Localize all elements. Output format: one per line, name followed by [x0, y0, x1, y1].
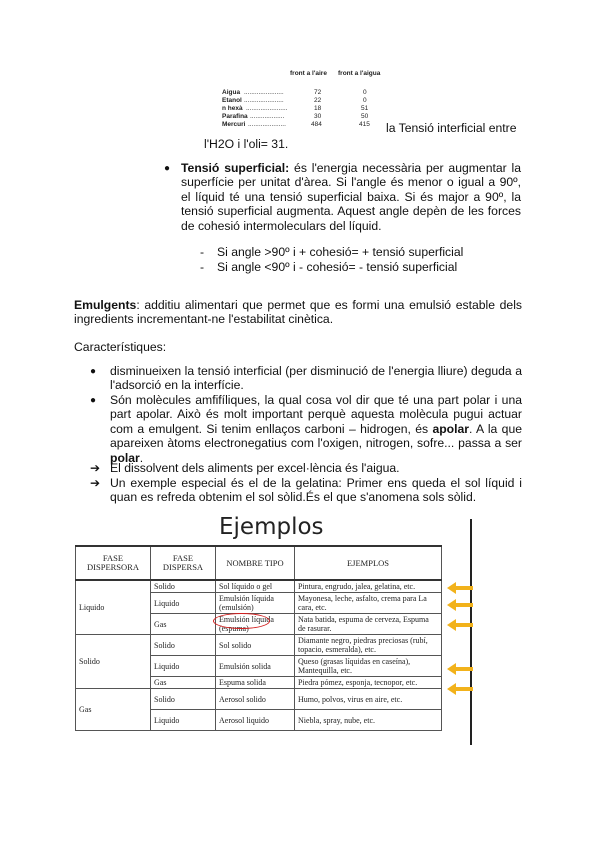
sub-item-high-angle: Si angle >90º i + cohesió= + tensió superficial [217, 245, 464, 259]
row-dots: ...................... [244, 89, 284, 96]
row-value-water: 51 [361, 105, 369, 112]
cell-nombre: Espuma solida [216, 677, 295, 689]
orange-arrow-icon [447, 582, 473, 594]
row-value-air: 72 [314, 89, 322, 96]
cell-ejemplos: Niebla, spray, nube, etc. [295, 710, 442, 731]
sub-item-dash: - [200, 245, 205, 259]
group-dispersora: Gas [76, 689, 151, 731]
group-dispersora: Liquido [76, 580, 151, 635]
header-nombre-tipo: NOMBRE TIPO [216, 546, 295, 580]
vertical-divider [470, 519, 472, 745]
bullet2-bold-polar: polar [110, 450, 140, 465]
cell-dispersa: Solido [151, 635, 216, 656]
emulgents-term: Emulgents [74, 298, 137, 312]
cell-dispersa: Gas [151, 614, 216, 635]
cell-dispersa: Liquido [151, 710, 216, 731]
row-name: Parafina [222, 113, 248, 120]
ejemplos-title: Ejemplos [219, 514, 324, 540]
header-fase-dispersa: FASE DISPERSA [151, 546, 216, 580]
cell-ejemplos: Diamante negro, piedras preciosas (rubí, topacio, esmeralda), etc. [295, 635, 442, 656]
cell-nombre: Emulsión líquida (emulsión) [216, 593, 295, 614]
row-name: n hexà [222, 105, 243, 112]
cell-nombre: Emulsión líquida (espuma) [216, 614, 295, 635]
bullet-dot: ● [90, 366, 97, 377]
row-dots: ....................... [246, 105, 288, 112]
row-value-water: 415 [359, 121, 370, 128]
row-value-water: 0 [363, 97, 367, 104]
row-value-water: 50 [361, 113, 369, 120]
characteristic-bullet-1: disminueixen la tensió interficial (per disminució de l'energia lliure) deguda a l'adsorció en la interfície. [110, 364, 522, 393]
cell-ejemplos: Mayonesa, leche, asfalto, crema para La cara, etc. [295, 593, 442, 614]
row-name: Mercuri [222, 121, 246, 128]
cell-nombre: Aerosol liquido [216, 710, 295, 731]
bullet2-text-c: . [139, 450, 144, 465]
cell-dispersa: Solido [151, 580, 216, 593]
cell-nombre: Emulsión solida [216, 656, 295, 677]
arrow-icon: ➔ [90, 461, 101, 475]
header-fase-dispersora: FASE DISPERSORA [76, 546, 151, 580]
cell-dispersa: Liquido [151, 593, 216, 614]
cell-ejemplos: Pintura, engrudo, jalea, gelatina, etc. [295, 580, 442, 593]
table-header-air: front a l'aire [290, 70, 327, 77]
orange-arrow-icon [447, 683, 473, 695]
table-row [222, 105, 392, 113]
cell-dispersa: Liquido [151, 656, 216, 677]
orange-arrow-icon [447, 599, 473, 611]
interfacial-note-line1: la Tensió interficial entre [386, 121, 517, 135]
cell-ejemplos: Piedra pómez, esponja, tecnopor, etc. [295, 677, 442, 689]
cell-ejemplos: Humo, polvos, virus en aire, etc. [295, 689, 442, 710]
cell-nombre: Sol líquido o gel [216, 580, 295, 593]
row-value-air: 30 [314, 113, 322, 120]
sub-item-dash: - [200, 260, 205, 274]
table-header-water: front a l'aigua [338, 70, 381, 77]
surface-tension-text: és l'energia necessària per augmentar la superfície per unitat d'àrea. Si l'angle és menor o igual a 90º, el líquid té una tensió superficial baixa. Si és major a 90º, la tensió superficial augmenta. Aquest angle depèn de les forces de cohesió intermoleculars del líquid. [181, 161, 521, 233]
highlight-circle [213, 613, 270, 629]
orange-arrow-icon [447, 663, 473, 675]
group-dispersora: Solido [76, 635, 151, 689]
bullet2-bold-apolar: apolar [432, 421, 470, 436]
table-row [76, 580, 442, 593]
table-row [222, 121, 392, 129]
cell-ejemplos: Nata batida, espuma de cerveza, Espuma de rasurar. [295, 614, 442, 635]
row-dots: ..................... [248, 121, 286, 128]
arrow-item-2: Un exemple especial és el de la gelatina: Primer ens queda el sol líquid i quan es refreda obtenim el sol sòlid.És el que s'anomena sols sòlid. [110, 476, 522, 505]
header-ejemplos: EJEMPLOS [295, 546, 442, 580]
cell-ejemplos: Queso (grasas líquidas en caseína), Mantequilla, etc. [295, 656, 442, 677]
cell-nombre: Aerosol solido [216, 689, 295, 710]
table-row [222, 97, 392, 105]
cell-dispersa: Solido [151, 689, 216, 710]
cell-dispersa: Gas [151, 677, 216, 689]
row-value-air: 18 [314, 105, 322, 112]
row-value-air: 22 [314, 97, 322, 104]
table-row [76, 635, 442, 656]
bullet-dot: ● [90, 395, 97, 406]
arrow-icon: ➔ [90, 476, 101, 490]
row-dots: ................... [250, 113, 285, 120]
emulgents-paragraph [74, 298, 522, 327]
surface-tension-paragraph [181, 161, 521, 233]
row-name: Etanol [222, 97, 242, 104]
table-row [222, 113, 392, 121]
characteristics-label: Característiques: [74, 340, 167, 354]
arrow-item-1: El dissolvent dels aliments per excel·lència és l'aigua. [110, 461, 400, 475]
bullet2-text-a: Són molècules amfifíliques, la qual cosa vol dir que té una part polar i una part apolar. Això és molt important perquè aquesta molècula pugui actuar com a emulgent. Si tenim enllaços carboni – hidrogen, és [110, 393, 522, 436]
characteristic-bullet-2 [110, 393, 522, 465]
row-value-water: 0 [363, 89, 367, 96]
row-name: Aigua [222, 89, 241, 96]
row-value-air: 484 [311, 121, 322, 128]
orange-arrow-icon [447, 619, 473, 631]
bullet-dot: ● [164, 163, 171, 174]
surface-tension-term: Tensió superficial: [181, 161, 290, 175]
table-row [76, 689, 442, 710]
bullet2-text-b: . A la que apareixen àtoms electronegatius com l'oxigen, nitrogen, sofre... passa a ser [110, 421, 522, 451]
emulgents-definition: : additiu alimentari que permet que es formi una emulsió estable dels ingredients incrementant-ne l'estabilitat cinètica. [74, 298, 522, 327]
sub-item-low-angle: Si angle <90º i - cohesió= - tensió superficial [217, 260, 458, 274]
examples-table [75, 545, 442, 731]
row-dots: ...................... [244, 97, 284, 104]
cell-nombre: Sol solido [216, 635, 295, 656]
table-row [222, 89, 392, 97]
interfacial-note-line2: l'H2O i l'oli= 31. [204, 137, 289, 151]
